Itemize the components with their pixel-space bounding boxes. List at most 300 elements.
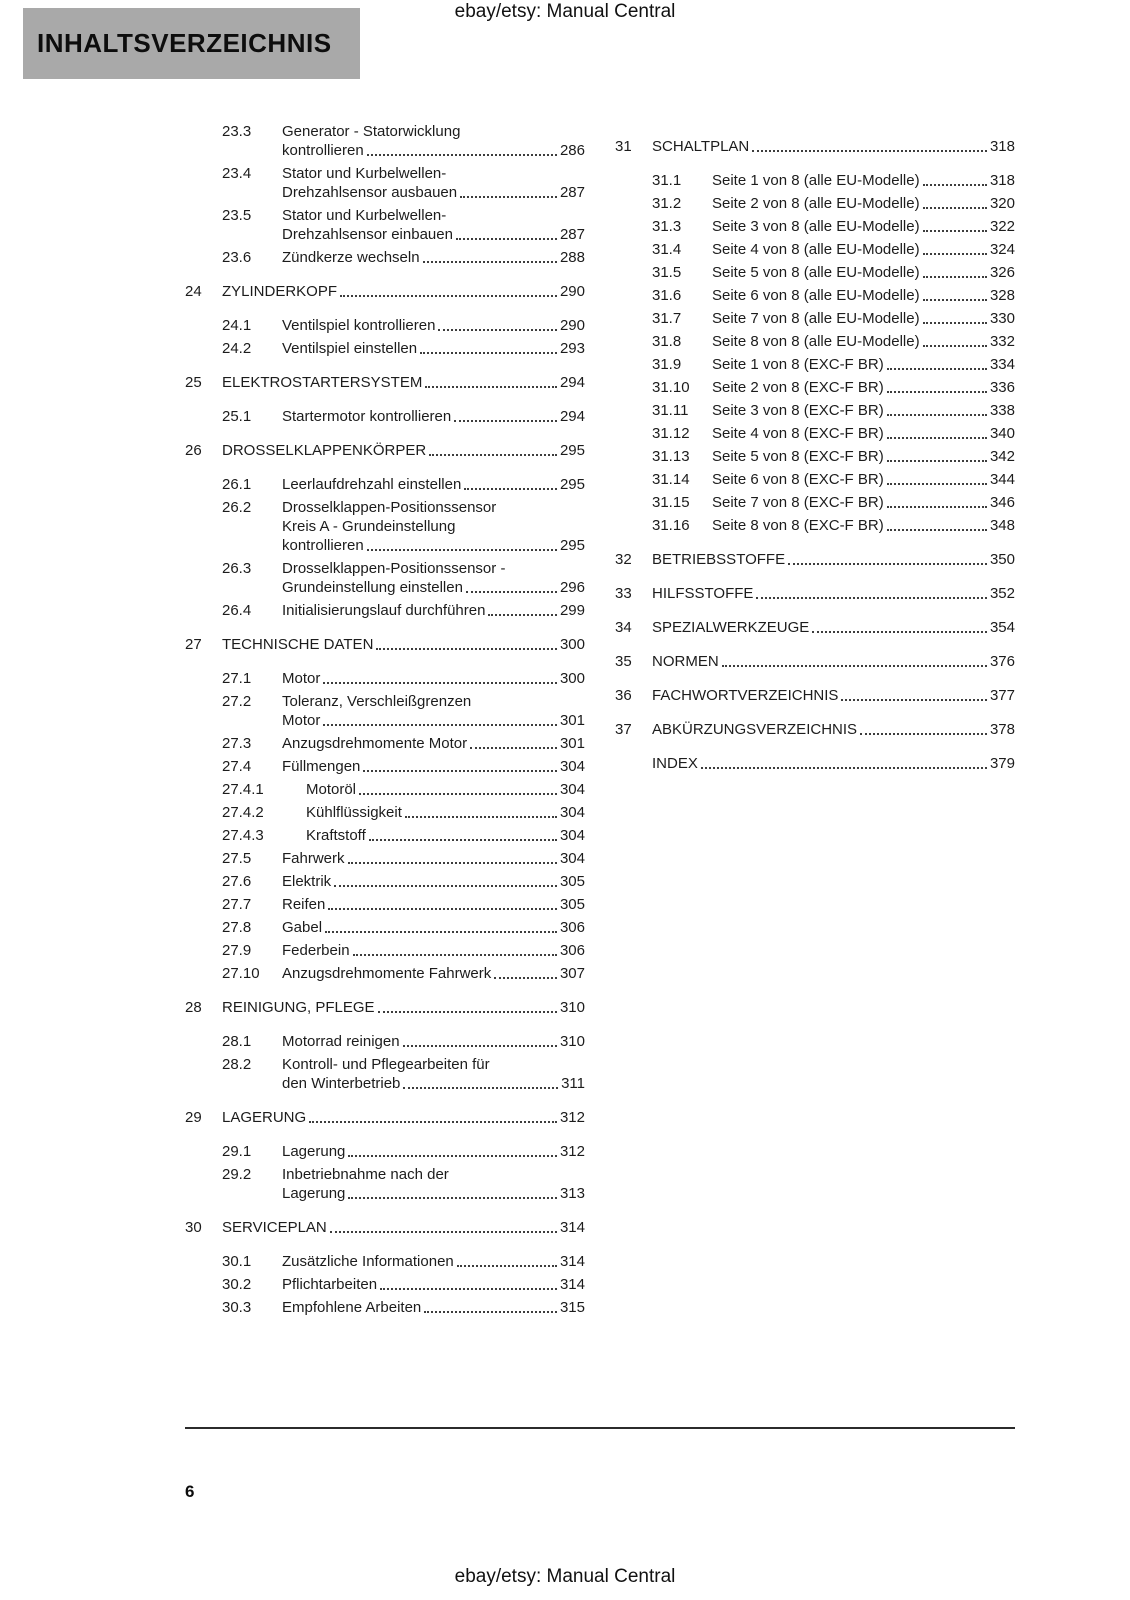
toc-entry-page: 352 <box>989 585 1015 602</box>
toc-entry-title: Leerlaufdrehzahl einstellen <box>282 476 462 493</box>
toc-entry-title-line: Inbetriebnahme nach der <box>282 1166 449 1183</box>
toc-entry <box>615 263 1015 282</box>
toc-entry-number: 27.8 <box>222 919 252 936</box>
toc-dot-leader <box>466 591 557 593</box>
toc-entry-page: 378 <box>989 721 1015 738</box>
toc-entry-number: 28.1 <box>222 1033 252 1050</box>
toc-dot-leader <box>488 614 557 616</box>
toc-entry-number: 28.2 <box>222 1056 252 1073</box>
toc-chapter-entry <box>615 584 1015 603</box>
toc-entry-number: 31.7 <box>652 310 682 327</box>
toc-entry-page: 304 <box>559 850 585 867</box>
toc-entry-number: 27.3 <box>222 735 252 752</box>
toc-entry-page: 286 <box>559 142 585 159</box>
toc-entry-title: Seite 4 von 8 (alle EU-Modelle) <box>712 241 920 258</box>
toc-entry <box>185 1298 585 1317</box>
toc-dot-leader <box>328 908 557 910</box>
toc-entry-page: 288 <box>559 249 585 266</box>
toc-entry <box>185 780 585 799</box>
toc-entry-page: 320 <box>989 195 1015 212</box>
watermark-bottom: ebay/etsy: Manual Central <box>454 1566 676 1587</box>
toc-entry-page: 330 <box>989 310 1015 327</box>
toc-entry <box>185 122 585 160</box>
toc-entry-number: 23.3 <box>222 123 252 140</box>
toc-chapter-entry <box>615 686 1015 705</box>
toc-entry-title: Motoröl <box>306 781 357 798</box>
toc-dot-leader <box>887 437 987 439</box>
toc-entry <box>185 1275 585 1294</box>
toc-entry-number: 23.4 <box>222 165 252 182</box>
toc-entry-title: Seite 8 von 8 (EXC-F BR) <box>712 517 884 534</box>
toc-dot-leader <box>438 329 557 331</box>
page-number: 6 <box>185 1482 195 1501</box>
toc-entry <box>185 826 585 845</box>
toc-dot-leader <box>420 352 557 354</box>
toc-entry-title: Kraftstoff <box>306 827 366 844</box>
toc-dot-leader <box>923 253 987 255</box>
toc-entry <box>615 355 1015 374</box>
toc-entry-title: Empfohlene Arbeiten <box>282 1299 422 1316</box>
toc-entry-number: 23.5 <box>222 207 252 224</box>
toc-entry-page: 311 <box>561 1075 585 1092</box>
toc-entry-title: Drehzahlsensor einbauen <box>282 226 453 243</box>
toc-entry-number: 26.4 <box>222 602 252 619</box>
toc-entry-page: 346 <box>989 494 1015 511</box>
toc-entry-title-line: Kreis A - Grundeinstellung <box>282 518 456 535</box>
toc-entry-page: 306 <box>559 919 585 936</box>
toc-entry-number: 25.1 <box>222 408 252 425</box>
toc-entry <box>185 803 585 822</box>
toc-dot-leader <box>887 414 987 416</box>
toc-entry <box>185 601 585 620</box>
toc-entry-page: 307 <box>559 965 585 982</box>
toc-entry <box>185 164 585 202</box>
toc-dot-leader <box>923 230 987 232</box>
toc-entry-page: 334 <box>989 356 1015 373</box>
toc-entry-page: 312 <box>559 1143 585 1160</box>
toc-entry <box>185 248 585 267</box>
toc-right-column <box>615 122 1015 1321</box>
toc-entry-page: 340 <box>989 425 1015 442</box>
toc-entry-page: 315 <box>559 1299 585 1316</box>
toc-entry <box>185 941 585 960</box>
toc-dot-leader <box>788 563 987 565</box>
toc-dot-leader <box>353 954 557 956</box>
toc-entry-number: 31.9 <box>652 356 682 373</box>
toc-entry-title: Seite 7 von 8 (EXC-F BR) <box>712 494 884 511</box>
toc-entry <box>615 401 1015 420</box>
toc-entry-number: 32 <box>615 551 632 568</box>
toc-dot-leader <box>923 345 987 347</box>
toc-dot-leader <box>348 1155 557 1157</box>
toc-entry-title: Seite 3 von 8 (alle EU-Modelle) <box>712 218 920 235</box>
toc-entry-title: Füllmengen <box>282 758 361 775</box>
toc-entry-page: 304 <box>559 804 585 821</box>
toc-entry-title: SERVICEPLAN <box>222 1219 327 1236</box>
toc-dot-leader <box>887 368 987 370</box>
toc-entry <box>185 734 585 753</box>
toc-entry-title: Lagerung <box>282 1143 346 1160</box>
toc-container <box>185 122 1015 1321</box>
toc-entry <box>185 872 585 891</box>
toc-entry <box>185 206 585 244</box>
toc-dot-leader <box>470 747 557 749</box>
toc-entry-page: 290 <box>559 317 585 334</box>
toc-entry-number: 27.5 <box>222 850 252 867</box>
toc-dot-leader <box>923 207 987 209</box>
toc-entry <box>185 475 585 494</box>
toc-dot-leader <box>359 793 557 795</box>
toc-entry-page: 342 <box>989 448 1015 465</box>
toc-dot-leader <box>376 648 557 650</box>
toc-entry <box>185 1032 585 1051</box>
toc-entry-title: kontrollieren <box>282 142 364 159</box>
toc-entry <box>185 1055 585 1093</box>
toc-entry-number: 31.6 <box>652 287 682 304</box>
toc-chapter-entry <box>185 441 585 460</box>
toc-entry-page: 304 <box>559 758 585 775</box>
toc-entry-title: kontrollieren <box>282 537 364 554</box>
toc-entry <box>615 424 1015 443</box>
toc-entry-title: Gabel <box>282 919 323 936</box>
toc-entry-page: 324 <box>989 241 1015 258</box>
toc-entry-number: 31 <box>615 138 632 155</box>
toc-entry-page: 314 <box>559 1276 585 1293</box>
toc-entry-number: 30.2 <box>222 1276 252 1293</box>
toc-chapter-entry <box>185 373 585 392</box>
toc-entry-title: Motor <box>282 712 321 729</box>
toc-entry-title: Seite 1 von 8 (alle EU-Modelle) <box>712 172 920 189</box>
toc-entry-title-line: Drosselklappen-Positionssensor - <box>282 560 506 577</box>
toc-entry <box>185 692 585 730</box>
toc-entry-title: Seite 3 von 8 (EXC-F BR) <box>712 402 884 419</box>
toc-chapter-entry <box>185 1218 585 1237</box>
toc-entry-page: 300 <box>559 670 585 687</box>
toc-entry-number: 31.8 <box>652 333 682 350</box>
toc-entry-page: 296 <box>559 579 585 596</box>
toc-entry-title: Zusätzliche Informationen <box>282 1253 454 1270</box>
toc-entry-page: 301 <box>559 735 585 752</box>
toc-entry-title: Seite 6 von 8 (EXC-F BR) <box>712 471 884 488</box>
watermark-top: ebay/etsy: Manual Central <box>454 1 676 22</box>
toc-dot-leader <box>425 386 557 388</box>
toc-entry-title: Ventilspiel einstellen <box>282 340 418 357</box>
toc-entry-title: Zündkerze wechseln <box>282 249 420 266</box>
toc-dot-leader <box>378 1011 557 1013</box>
toc-entry-page: 314 <box>559 1253 585 1270</box>
toc-entry-title: LAGERUNG <box>222 1109 307 1126</box>
toc-entry-number: 30.3 <box>222 1299 252 1316</box>
toc-entry-title: NORMEN <box>652 653 719 670</box>
toc-entry-title-line: Stator und Kurbelwellen- <box>282 165 447 182</box>
toc-entry-page: 287 <box>559 184 585 201</box>
toc-entry <box>185 918 585 937</box>
toc-entry-page: 336 <box>989 379 1015 396</box>
toc-entry-number: 24.1 <box>222 317 252 334</box>
toc-chapter-entry <box>185 1108 585 1127</box>
toc-entry <box>615 447 1015 466</box>
toc-entry <box>185 757 585 776</box>
toc-entry-title: Startermotor kontrollieren <box>282 408 452 425</box>
toc-dot-leader <box>464 488 557 490</box>
toc-entry-title: INDEX <box>652 755 698 772</box>
toc-left-column <box>185 122 585 1321</box>
toc-entry-number: 26.1 <box>222 476 252 493</box>
toc-entry-number: 26 <box>185 442 202 459</box>
toc-entry-page: 290 <box>559 283 585 300</box>
toc-chapter-entry <box>185 635 585 654</box>
toc-entry-title: Seite 8 von 8 (alle EU-Modelle) <box>712 333 920 350</box>
toc-entry-number: 27.4.2 <box>222 804 264 821</box>
toc-entry <box>615 470 1015 489</box>
toc-entry-page: 318 <box>989 138 1015 155</box>
toc-entry-page: 301 <box>559 712 585 729</box>
toc-entry-number: 29 <box>185 1109 202 1126</box>
toc-entry <box>615 378 1015 397</box>
toc-entry-number: 36 <box>615 687 632 704</box>
toc-dot-leader <box>380 1288 557 1290</box>
toc-entry-page: 287 <box>559 226 585 243</box>
toc-chapter-entry <box>615 137 1015 156</box>
toc-entry-page: 299 <box>559 602 585 619</box>
toc-entry-number: 24.2 <box>222 340 252 357</box>
toc-entry-number: 30.1 <box>222 1253 252 1270</box>
toc-entry-page: 306 <box>559 942 585 959</box>
toc-entry-page: 326 <box>989 264 1015 281</box>
toc-dot-leader <box>363 770 557 772</box>
toc-dot-leader <box>923 322 987 324</box>
toc-dot-leader <box>752 150 987 152</box>
toc-entry <box>185 407 585 426</box>
toc-entry-title: Fahrwerk <box>282 850 345 867</box>
toc-entry-number: 25 <box>185 374 202 391</box>
toc-dot-leader <box>722 665 987 667</box>
toc-entry-title: den Winterbetrieb <box>282 1075 401 1092</box>
toc-entry-number: 27.10 <box>222 965 260 982</box>
toc-entry-title: Lagerung <box>282 1185 346 1202</box>
toc-entry-page: 305 <box>559 873 585 890</box>
toc-entry-page: 377 <box>989 687 1015 704</box>
toc-entry <box>615 240 1015 259</box>
toc-entry-page: 332 <box>989 333 1015 350</box>
toc-entry-title: Elektrik <box>282 873 332 890</box>
toc-entry-title: Reifen <box>282 896 326 913</box>
toc-entry-page: 305 <box>559 896 585 913</box>
toc-entry-page: 350 <box>989 551 1015 568</box>
toc-entry-number: 31.13 <box>652 448 690 465</box>
toc-entry-title: Kühlflüssigkeit <box>306 804 402 821</box>
toc-entry-title: Drehzahlsensor ausbauen <box>282 184 458 201</box>
toc-entry-title: Federbein <box>282 942 350 959</box>
toc-entry-title: Ventilspiel kontrollieren <box>282 317 436 334</box>
toc-entry-title: Seite 2 von 8 (EXC-F BR) <box>712 379 884 396</box>
toc-dot-leader <box>860 733 987 735</box>
toc-entry <box>185 559 585 597</box>
toc-entry-page: 354 <box>989 619 1015 636</box>
toc-entry-title: Pflichtarbeiten <box>282 1276 378 1293</box>
toc-entry-number: 31.15 <box>652 494 690 511</box>
toc-entry-number: 26.2 <box>222 499 252 516</box>
toc-entry-title: HILFSSTOFFE <box>652 585 754 602</box>
toc-entry-number <box>615 754 652 773</box>
toc-dot-leader <box>334 885 557 887</box>
toc-entry-title: Seite 5 von 8 (alle EU-Modelle) <box>712 264 920 281</box>
toc-entry-page: 295 <box>559 442 585 459</box>
toc-entry-page: 376 <box>989 653 1015 670</box>
toc-entry-page: 313 <box>559 1185 585 1202</box>
toc-dot-leader <box>348 1197 557 1199</box>
toc-entry-number: 31.11 <box>652 402 689 419</box>
toc-entry <box>615 286 1015 305</box>
toc-entry-title: Anzugsdrehmomente Fahrwerk <box>282 965 492 982</box>
toc-entry-title: Seite 5 von 8 (EXC-F BR) <box>712 448 884 465</box>
toc-entry-number: 27.7 <box>222 896 252 913</box>
toc-dot-leader <box>701 767 987 769</box>
toc-entry <box>615 516 1015 535</box>
page-title: INHALTSVERZEICHNIS <box>23 8 360 79</box>
toc-dot-leader <box>756 597 987 599</box>
toc-dot-leader <box>887 506 987 508</box>
toc-entry-number: 35 <box>615 653 632 670</box>
toc-entry-title: Motorrad reinigen <box>282 1033 400 1050</box>
toc-entry-number: 28 <box>185 999 202 1016</box>
toc-entry <box>185 895 585 914</box>
toc-entry-title: DROSSELKLAPPENKÖRPER <box>222 442 427 459</box>
toc-entry-title: Grundeinstellung einstellen <box>282 579 463 596</box>
toc-entry-title: Anzugsdrehmomente Motor <box>282 735 468 752</box>
toc-entry-title-line: Stator und Kurbelwellen- <box>282 207 447 224</box>
toc-chapter-entry <box>185 998 585 1017</box>
toc-entry <box>615 194 1015 213</box>
footer-divider <box>185 1427 1015 1429</box>
toc-entry-title: ZYLINDERKOPF <box>222 283 338 300</box>
toc-dot-leader <box>325 931 557 933</box>
toc-entry-number: 31.4 <box>652 241 682 258</box>
toc-dot-leader <box>923 299 987 301</box>
toc-dot-leader <box>923 184 987 186</box>
toc-entry-title: Initialisierungslauf durchführen <box>282 602 486 619</box>
toc-entry-number: 27.2 <box>222 693 252 710</box>
toc-dot-leader <box>494 977 557 979</box>
toc-entry-title: TECHNISCHE DATEN <box>222 636 374 653</box>
toc-entry-number: 27.4.1 <box>222 781 264 798</box>
toc-dot-leader <box>323 724 557 726</box>
toc-entry-page: 344 <box>989 471 1015 488</box>
toc-dot-leader <box>887 483 987 485</box>
toc-entry-number: 30 <box>185 1219 202 1236</box>
toc-entry <box>185 1252 585 1271</box>
toc-entry-number: 31.3 <box>652 218 682 235</box>
toc-entry-page: 310 <box>559 999 585 1016</box>
toc-entry-page: 300 <box>559 636 585 653</box>
toc-entry-title: Seite 7 von 8 (alle EU-Modelle) <box>712 310 920 327</box>
toc-entry <box>615 493 1015 512</box>
toc-entry-page: 294 <box>559 374 585 391</box>
toc-dot-leader <box>429 454 557 456</box>
toc-entry-page: 293 <box>559 340 585 357</box>
toc-entry <box>185 1165 585 1203</box>
toc-entry-title: Seite 2 von 8 (alle EU-Modelle) <box>712 195 920 212</box>
toc-dot-leader <box>887 460 987 462</box>
toc-entry-number: 37 <box>615 721 632 738</box>
toc-entry <box>185 1142 585 1161</box>
toc-entry-number: 27 <box>185 636 202 653</box>
toc-dot-leader <box>457 1265 557 1267</box>
toc-chapter-entry <box>615 754 1015 773</box>
toc-dot-leader <box>340 295 557 297</box>
toc-entry-number: 31.14 <box>652 471 690 488</box>
toc-dot-leader <box>309 1121 557 1123</box>
toc-entry <box>615 309 1015 328</box>
toc-dot-leader <box>348 862 557 864</box>
toc-dot-leader <box>923 276 987 278</box>
toc-entry-number: 31.1 <box>652 172 682 189</box>
toc-entry <box>615 332 1015 351</box>
toc-dot-leader <box>330 1231 557 1233</box>
toc-dot-leader <box>369 839 557 841</box>
toc-dot-leader <box>812 631 987 633</box>
toc-entry-title: BETRIEBSSTOFFE <box>652 551 786 568</box>
toc-entry-number: 26.3 <box>222 560 252 577</box>
toc-entry-number: 29.1 <box>222 1143 252 1160</box>
toc-entry <box>185 849 585 868</box>
toc-entry-title: Seite 1 von 8 (EXC-F BR) <box>712 356 884 373</box>
toc-chapter-entry <box>615 550 1015 569</box>
toc-entry-number: 27.4.3 <box>222 827 264 844</box>
toc-dot-leader <box>367 154 557 156</box>
toc-dot-leader <box>405 816 557 818</box>
toc-entry-title: SPEZIALWERKZEUGE <box>652 619 810 636</box>
toc-chapter-entry <box>615 720 1015 739</box>
toc-entry <box>615 217 1015 236</box>
toc-entry <box>185 964 585 983</box>
toc-entry-page: 338 <box>989 402 1015 419</box>
toc-entry <box>185 669 585 688</box>
toc-entry-page: 304 <box>559 827 585 844</box>
toc-entry-number: 27.1 <box>222 670 252 687</box>
toc-entry <box>185 316 585 335</box>
toc-entry-page: 322 <box>989 218 1015 235</box>
toc-entry-title-line: Toleranz, Verschleißgrenzen <box>282 693 472 710</box>
toc-entry-page: 348 <box>989 517 1015 534</box>
toc-dot-leader <box>424 1311 557 1313</box>
toc-chapter-entry <box>615 652 1015 671</box>
toc-dot-leader <box>460 196 557 198</box>
toc-entry-title: Motor <box>282 670 321 687</box>
toc-entry-number: 31.2 <box>652 195 682 212</box>
toc-dot-leader <box>454 420 557 422</box>
toc-entry-page: 295 <box>559 476 585 493</box>
toc-entry-number: 31.12 <box>652 425 690 442</box>
toc-chapter-entry <box>615 618 1015 637</box>
toc-entry-number: 27.4 <box>222 758 252 775</box>
toc-entry-title-line: Drosselklappen-Positionssensor <box>282 499 497 516</box>
toc-dot-leader <box>367 549 557 551</box>
toc-entry-number: 33 <box>615 585 632 602</box>
toc-entry-page: 304 <box>559 781 585 798</box>
toc-dot-leader <box>403 1087 558 1089</box>
toc-entry-number: 24 <box>185 283 202 300</box>
toc-entry-page: 314 <box>559 1219 585 1236</box>
toc-entry <box>185 339 585 358</box>
toc-entry-number: 27.6 <box>222 873 252 890</box>
toc-entry-number: 31.10 <box>652 379 690 396</box>
toc-entry-title: REINIGUNG, PFLEGE <box>222 999 375 1016</box>
toc-entry-number: 23.6 <box>222 249 252 266</box>
toc-entry-title-line: Generator - Statorwicklung <box>282 123 461 140</box>
toc-entry-title-line: Kontroll- und Pflegearbeiten für <box>282 1056 490 1073</box>
toc-entry-page: 294 <box>559 408 585 425</box>
